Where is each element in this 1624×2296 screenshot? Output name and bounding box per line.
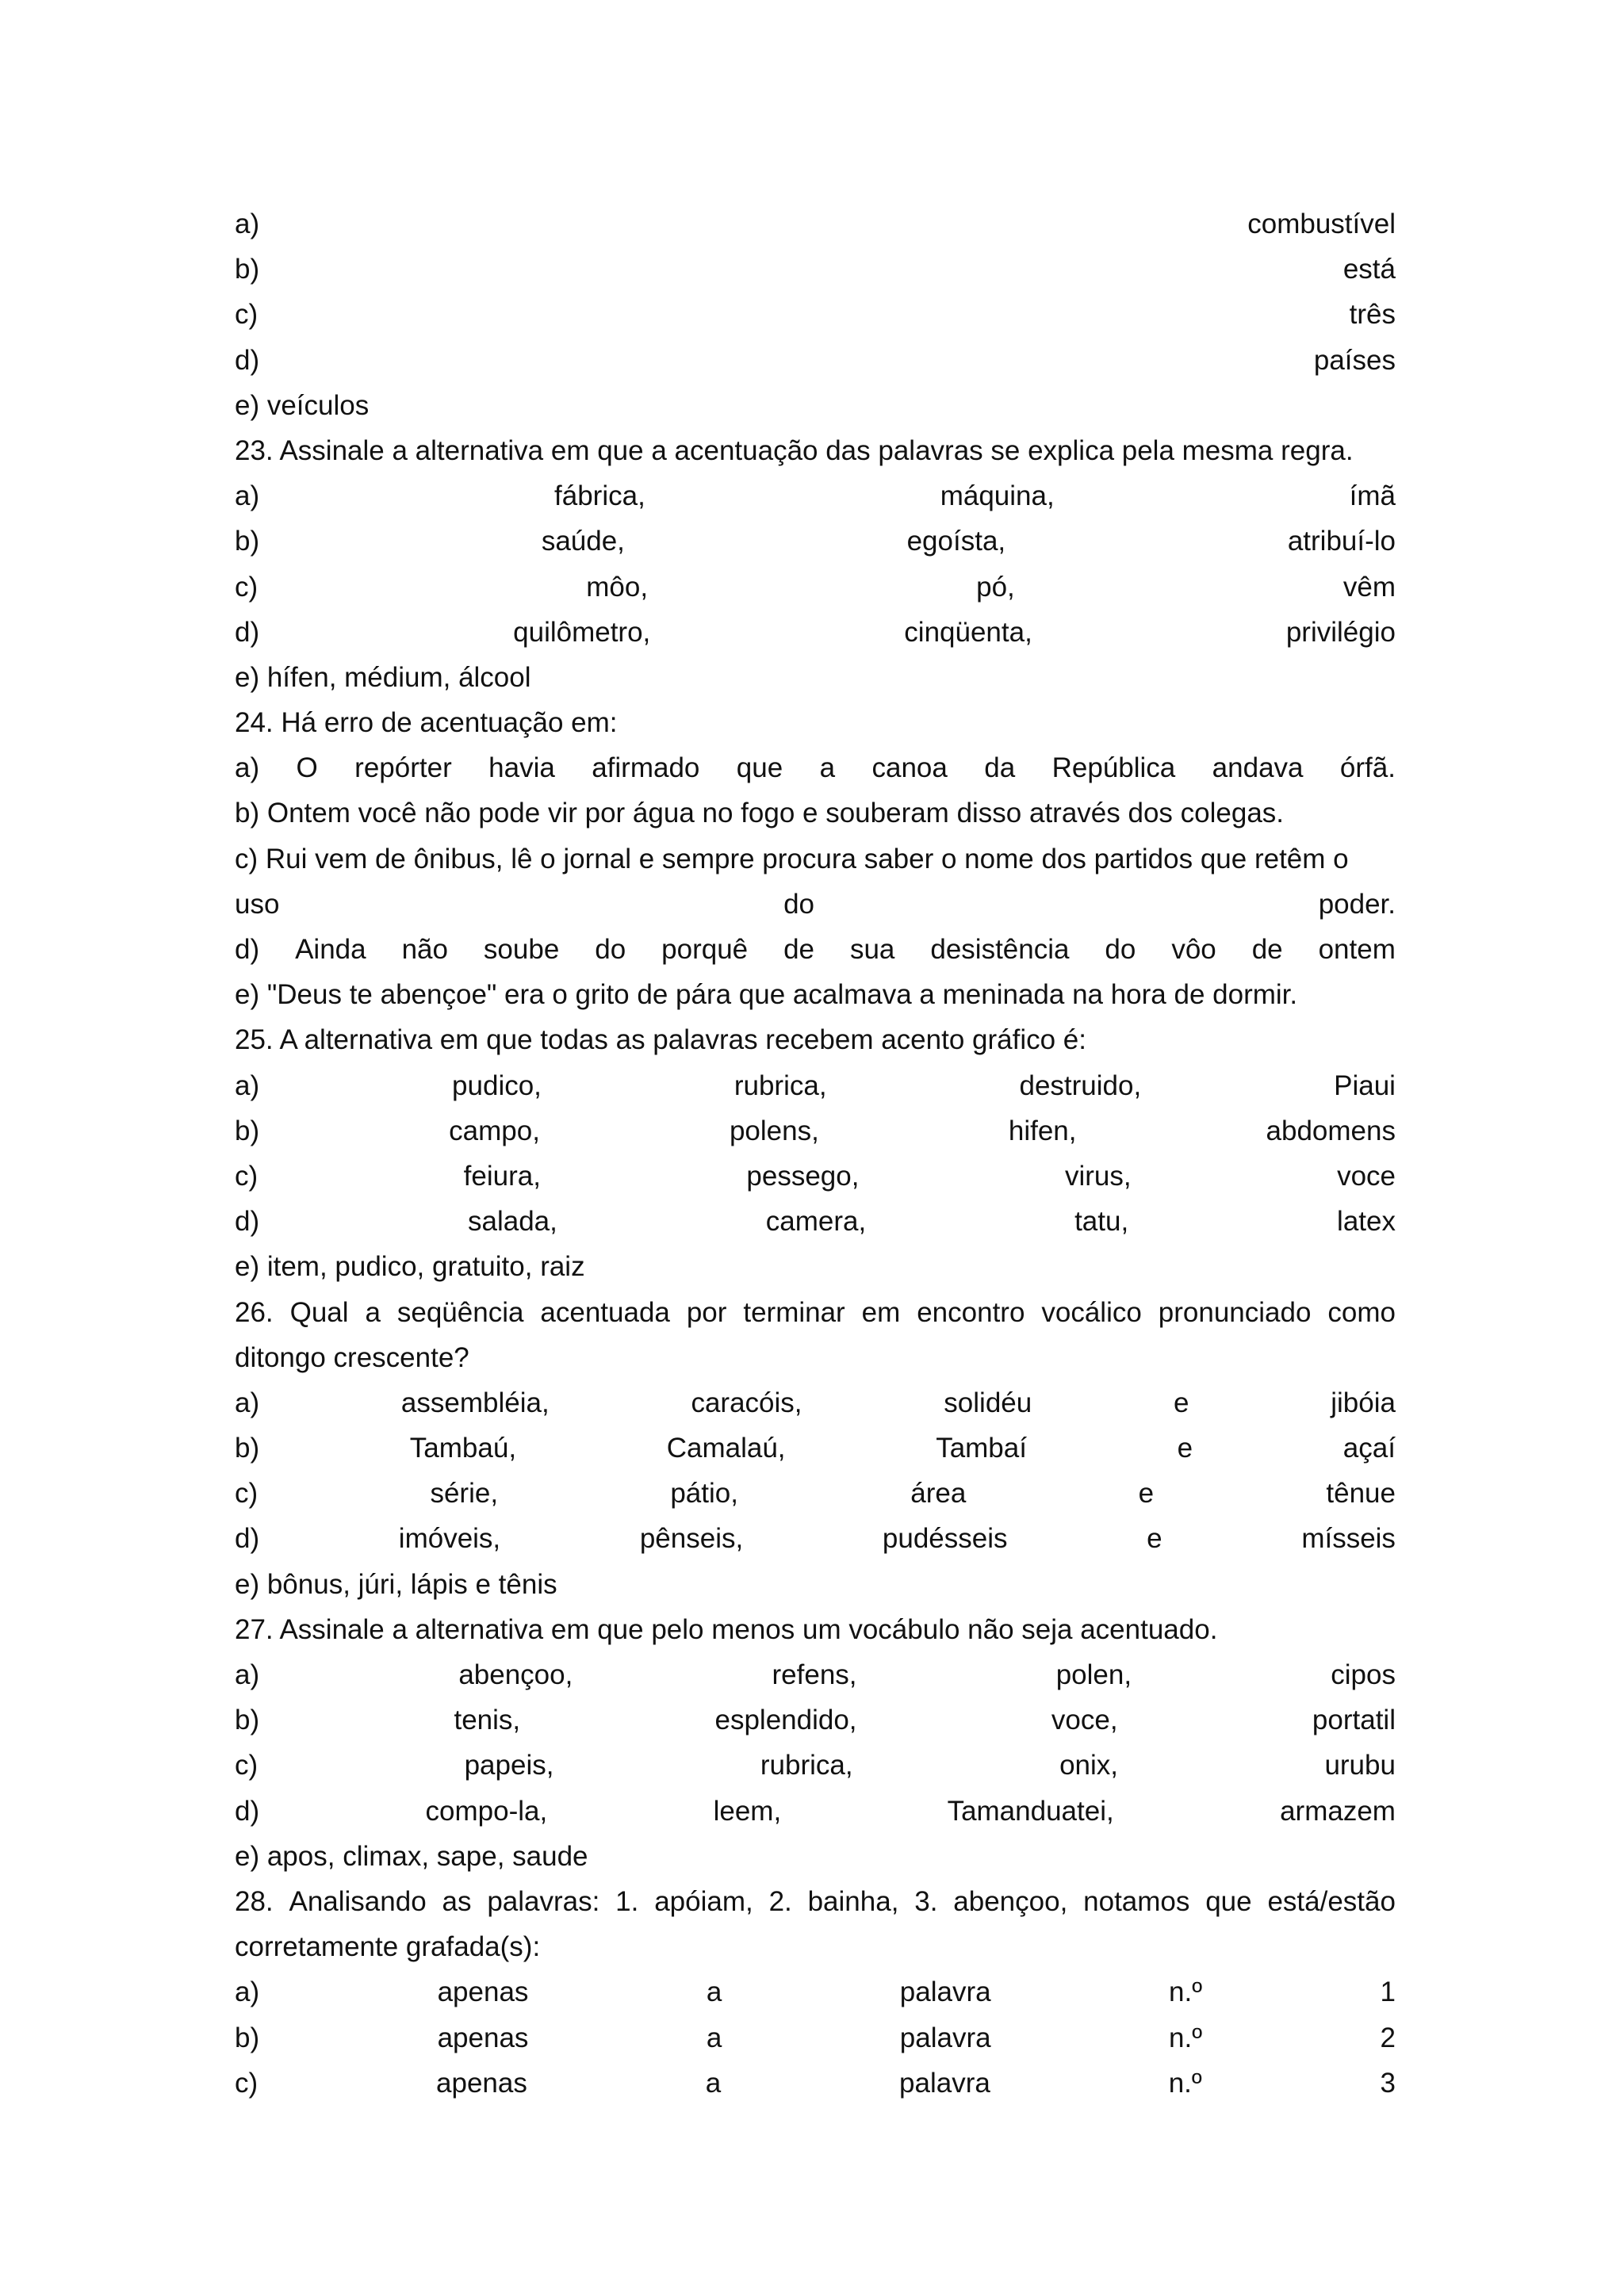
- line-word: voce: [1337, 1160, 1396, 1192]
- line-word: 3: [1380, 2067, 1396, 2099]
- justified-line: [235, 1471, 1396, 1516]
- line-word: cinqüenta,: [904, 616, 1032, 648]
- line-word: a): [235, 1387, 260, 1418]
- line-word: a): [235, 480, 260, 512]
- line-word: 1: [1380, 1976, 1396, 2008]
- line-word: repórter: [354, 752, 452, 784]
- justified-line: [235, 927, 1396, 972]
- line-word: Tamanduatei,: [947, 1795, 1114, 1827]
- justified-line: [235, 1154, 1396, 1199]
- line-word: vocálico: [1041, 1296, 1142, 1328]
- line-word: do: [783, 888, 815, 920]
- line-word: 3.: [914, 1885, 938, 1917]
- line-word: a: [706, 2022, 722, 2053]
- line-word: encontro: [917, 1296, 1025, 1328]
- line-word: órfã.: [1339, 752, 1396, 784]
- line-word: b): [235, 1115, 260, 1146]
- line-word: havia: [488, 752, 555, 784]
- line-word: fábrica,: [554, 480, 645, 512]
- justified-line: [235, 2015, 1396, 2061]
- line-word: a): [235, 1976, 260, 2008]
- line-word: campo,: [449, 1115, 540, 1146]
- line-word: n.º: [1169, 2022, 1203, 2053]
- line-word: países: [1313, 344, 1396, 376]
- justified-line: [235, 1697, 1396, 1743]
- line-word: do: [1105, 934, 1136, 965]
- line-word: b): [235, 526, 260, 557]
- line-word: b): [235, 1433, 260, 1464]
- line-word: tenis,: [454, 1705, 521, 1736]
- justified-line: [235, 564, 1396, 610]
- line-word: a): [235, 1070, 260, 1101]
- line-word: abençoo,: [458, 1659, 573, 1690]
- line-word: d): [235, 1206, 260, 1238]
- line-word: do: [595, 934, 626, 965]
- line-word: latex: [1337, 1206, 1396, 1238]
- line-word: palavra: [899, 1976, 991, 2008]
- line-word: bainha,: [807, 1885, 899, 1917]
- text-line: corretamente grafada(s):: [235, 1931, 541, 1963]
- line-word: pudico,: [452, 1070, 542, 1101]
- line-word: camera,: [765, 1206, 867, 1238]
- line-word: feiura,: [463, 1160, 541, 1192]
- line-word: compo-la,: [425, 1795, 548, 1827]
- line-word: área: [910, 1478, 967, 1510]
- line-word: palavra: [899, 2067, 990, 2099]
- line-word: assembléia,: [400, 1387, 550, 1418]
- line-word: hifen,: [1008, 1115, 1077, 1146]
- justified-line: [235, 1879, 1396, 1924]
- line-word: b): [235, 1705, 260, 1736]
- line-word: Tambaú,: [409, 1433, 517, 1464]
- text-line: 24. Há erro de acentuação em:: [235, 707, 618, 739]
- line-word: esplendido,: [714, 1705, 857, 1736]
- line-word: por: [686, 1296, 727, 1328]
- line-word: uso: [235, 888, 280, 920]
- line-word: que: [1205, 1885, 1252, 1917]
- line-word: 2.: [768, 1885, 792, 1917]
- line-word: está/estão: [1267, 1885, 1396, 1917]
- line-word: e: [1174, 1387, 1189, 1418]
- line-word: destruido,: [1019, 1070, 1142, 1101]
- line-word: três: [1349, 299, 1396, 331]
- justified-line: [235, 1743, 1396, 1788]
- line-word: tênue: [1326, 1478, 1396, 1510]
- text-line: 27. Assinale a alternativa em que pelo menos um vocábulo não seja acentuado.: [235, 1613, 1218, 1645]
- line-word: ímã: [1349, 480, 1396, 512]
- line-word: que: [736, 752, 783, 784]
- line-word: onix,: [1059, 1750, 1118, 1781]
- text-line: ditongo crescente?: [235, 1341, 469, 1373]
- justified-line: [235, 519, 1396, 564]
- line-word: jibóia: [1331, 1387, 1396, 1418]
- line-word: egoísta,: [906, 526, 1006, 557]
- justified-line: [235, 1063, 1396, 1108]
- line-word: máquina,: [940, 480, 1055, 512]
- line-word: andava: [1212, 752, 1304, 784]
- line-word: a): [235, 752, 260, 784]
- line-word: polen,: [1055, 1659, 1132, 1690]
- line-word: n.º: [1168, 2067, 1202, 2099]
- line-word: pronunciado: [1158, 1296, 1312, 1328]
- justified-line: [235, 1652, 1396, 1697]
- line-word: solidéu: [944, 1387, 1032, 1418]
- line-word: notamos: [1083, 1885, 1190, 1917]
- line-word: terminar: [743, 1296, 845, 1328]
- line-word: e: [1138, 1478, 1155, 1510]
- line-word: pênseis,: [639, 1523, 744, 1555]
- line-word: seqüência: [396, 1296, 524, 1328]
- line-word: canoa: [871, 752, 948, 784]
- line-word: 26.: [235, 1296, 274, 1328]
- justified-line: [235, 1789, 1396, 1834]
- line-word: e: [1147, 1523, 1162, 1555]
- line-word: a): [235, 1659, 260, 1690]
- line-word: môo,: [586, 571, 649, 603]
- line-word: apóiam,: [654, 1885, 753, 1917]
- text-line: e) item, pudico, gratuito, raiz: [235, 1251, 585, 1283]
- line-word: b): [235, 2022, 260, 2053]
- line-word: caracóis,: [691, 1387, 802, 1418]
- justified-line: [235, 1199, 1396, 1244]
- line-word: a: [705, 2067, 722, 2099]
- justified-line: [235, 2061, 1396, 2106]
- line-word: apenas: [437, 1976, 529, 2008]
- line-word: Analisando: [289, 1885, 427, 1917]
- justified-line: [235, 882, 1396, 927]
- line-word: a: [706, 1976, 722, 2008]
- line-word: vêm: [1342, 571, 1396, 603]
- line-word: a: [819, 752, 836, 784]
- line-word: abençoo,: [953, 1885, 1068, 1917]
- line-word: como: [1327, 1296, 1396, 1328]
- text-line: e) apos, climax, sape, saude: [235, 1840, 588, 1872]
- justified-line: [235, 1516, 1396, 1561]
- text-line: e) "Deus te abençoe" era o grito de pára que acalmava a meninada na hora de dormir.: [235, 979, 1298, 1011]
- justified-line: [235, 473, 1396, 519]
- line-word: pudésseis: [882, 1523, 1008, 1555]
- justified-line: [235, 247, 1396, 292]
- line-word: afirmado: [592, 752, 700, 784]
- line-word: c): [235, 1750, 259, 1781]
- line-word: tatu,: [1074, 1206, 1129, 1238]
- justified-line: [235, 1969, 1396, 2015]
- line-word: d): [235, 1523, 260, 1555]
- line-word: virus,: [1064, 1160, 1132, 1192]
- line-word: rubrica,: [733, 1070, 827, 1101]
- line-word: acentuada: [540, 1296, 670, 1328]
- line-word: desistência: [930, 934, 1070, 965]
- line-word: cipos: [1331, 1659, 1396, 1690]
- line-word: c): [235, 1478, 259, 1510]
- justified-line: [235, 1108, 1396, 1154]
- line-word: pessego,: [746, 1160, 860, 1192]
- line-word: 28.: [235, 1885, 274, 1917]
- justified-line: [235, 745, 1396, 790]
- line-word: a: [365, 1296, 381, 1328]
- line-word: poder.: [1318, 888, 1396, 920]
- line-word: saúde,: [541, 526, 625, 557]
- line-word: abdomens: [1266, 1115, 1396, 1146]
- text-line: e) veículos: [235, 389, 370, 421]
- line-word: mísseis: [1301, 1523, 1396, 1555]
- text-line: 23. Assinale a alternativa em que a acentuação das palavras se explica pela mesma regra.: [235, 434, 1354, 466]
- line-word: está: [1342, 254, 1396, 285]
- line-word: sua: [849, 934, 895, 965]
- line-word: imóveis,: [398, 1523, 501, 1555]
- line-word: Camalaú,: [666, 1433, 786, 1464]
- line-word: Tambaí: [936, 1433, 1027, 1464]
- line-word: soube: [483, 934, 560, 965]
- line-word: as: [442, 1885, 472, 1917]
- line-word: quilômetro,: [513, 616, 651, 648]
- line-word: c): [235, 1160, 259, 1192]
- text-line: c) Rui vem de ônibus, lê o jornal e sempre procura saber o nome dos partidos que retêm o: [235, 843, 1349, 874]
- line-word: açaí: [1342, 1433, 1396, 1464]
- line-word: voce,: [1051, 1705, 1118, 1736]
- line-word: polens,: [729, 1115, 819, 1146]
- line-word: leem,: [713, 1795, 782, 1827]
- line-word: b): [235, 254, 260, 285]
- line-word: de: [783, 934, 815, 965]
- line-word: e: [1177, 1433, 1193, 1464]
- text-line: b) Ontem você não pode vir por água no fogo e souberam disso através dos colegas.: [235, 798, 1285, 829]
- line-word: série,: [430, 1478, 499, 1510]
- line-word: a): [235, 209, 260, 239]
- line-word: O: [296, 752, 318, 784]
- line-word: de: [1251, 934, 1283, 965]
- line-word: pátio,: [670, 1478, 738, 1510]
- line-word: salada,: [468, 1206, 557, 1238]
- text-line: 25. A alternativa em que todas as palavras recebem acento gráfico é:: [235, 1024, 1086, 1056]
- line-word: combustível: [1247, 209, 1396, 239]
- line-word: c): [235, 571, 259, 603]
- line-word: palavras:: [487, 1885, 600, 1917]
- line-word: ontem: [1318, 934, 1396, 965]
- line-word: Piaui: [1334, 1070, 1396, 1101]
- justified-line: [235, 1290, 1396, 1335]
- line-word: d): [235, 1795, 260, 1827]
- line-word: privilégio: [1285, 616, 1396, 648]
- line-word: d): [235, 616, 260, 648]
- line-word: d): [235, 934, 260, 965]
- line-word: palavra: [899, 2022, 991, 2053]
- line-word: n.º: [1169, 1976, 1203, 2008]
- line-word: armazem: [1280, 1795, 1396, 1827]
- line-word: República: [1051, 752, 1176, 784]
- justified-line: [235, 201, 1396, 247]
- text-line: e) bônus, júri, lápis e tênis: [235, 1568, 557, 1600]
- justified-line: [235, 338, 1396, 383]
- line-word: apenas: [436, 2067, 527, 2099]
- line-word: Ainda: [295, 934, 366, 965]
- line-word: urubu: [1324, 1750, 1396, 1781]
- line-word: da: [984, 752, 1016, 784]
- document-page: [235, 201, 1396, 2106]
- line-word: vôo: [1171, 934, 1216, 965]
- line-word: não: [401, 934, 448, 965]
- line-word: Qual: [289, 1296, 349, 1328]
- line-word: c): [235, 299, 259, 331]
- justified-line: [235, 1425, 1396, 1471]
- line-word: rubrica,: [760, 1750, 853, 1781]
- line-word: pó,: [976, 571, 1015, 603]
- line-word: porquê: [661, 934, 749, 965]
- justified-line: [235, 610, 1396, 655]
- justified-line: [235, 292, 1396, 337]
- line-word: papeis,: [464, 1750, 554, 1781]
- line-word: 1.: [615, 1885, 639, 1917]
- line-word: 2: [1380, 2022, 1396, 2053]
- line-word: portatil: [1312, 1705, 1396, 1736]
- line-word: apenas: [437, 2022, 529, 2053]
- text-line: e) hífen, médium, álcool: [235, 661, 531, 693]
- line-word: d): [235, 344, 260, 376]
- line-word: atribuí-lo: [1287, 526, 1396, 557]
- line-word: em: [861, 1296, 901, 1328]
- justified-line: [235, 1380, 1396, 1425]
- line-word: refens,: [772, 1659, 857, 1690]
- line-word: c): [235, 2067, 259, 2099]
